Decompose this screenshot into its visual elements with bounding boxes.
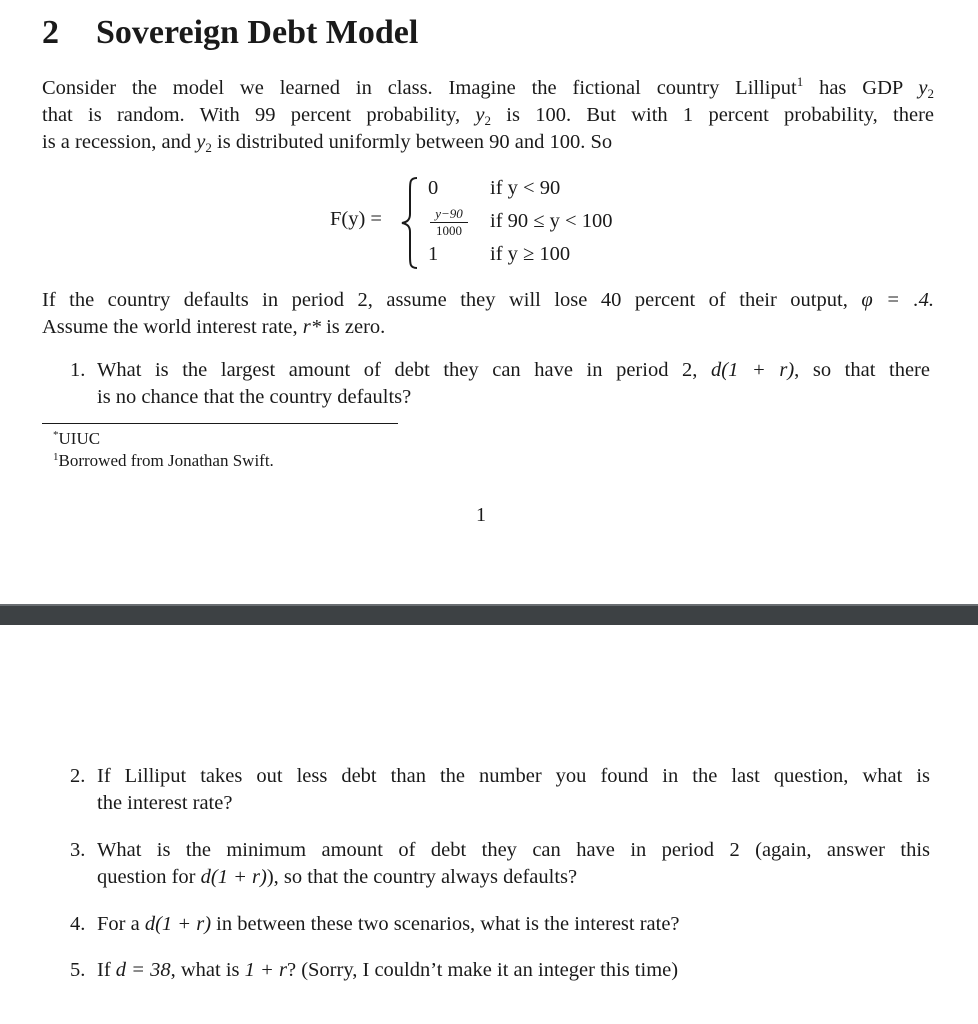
question-text: What is the largest amount of debt they can have in period 2, d(1 + r), so that there is no chance that the country defaults? bbox=[97, 359, 930, 408]
case1-value: 0 bbox=[428, 177, 439, 199]
question-number: 2. bbox=[70, 765, 86, 787]
page-separator bbox=[0, 604, 978, 625]
intro-line-1: Consider the model we learned in class. Imagine the fictional country Lilliput$^1$ has GDP $y_2$ bbox=[42, 74, 934, 101]
footnote-1: $^1$Borrowed from Jonathan Swift. bbox=[53, 451, 274, 470]
default-line-2: Assume the world interest rate, r* is zero. bbox=[42, 316, 386, 338]
page-number: 1 bbox=[476, 504, 486, 526]
section-title: Sovereign Debt Model bbox=[96, 14, 419, 51]
fraction-denominator: 1000 bbox=[436, 223, 462, 238]
case3-condition: if y ≥ 100 bbox=[490, 243, 571, 265]
left-brace-icon bbox=[400, 176, 422, 270]
intro-paragraph bbox=[42, 75, 934, 156]
footnote-marker: 1 bbox=[796, 74, 804, 89]
case3-value: 1 bbox=[428, 243, 439, 265]
question-number: 4. bbox=[70, 913, 86, 935]
case2-fraction bbox=[430, 207, 468, 238]
question-number: 1. bbox=[70, 359, 86, 381]
question-text: For a d(1 + r) in between these two scenarios, what is the interest rate? bbox=[97, 913, 680, 935]
question-text: What is the minimum amount of debt they can have in period 2 (again, answer this question for d(1 + r)), so that the country always defaults? bbox=[97, 839, 930, 888]
question-text: If Lilliput takes out less debt than the number you found in the last question, what is the interest rate? bbox=[97, 765, 930, 814]
footnote-rule bbox=[42, 423, 398, 424]
intro-line-3: is a recession, and $y_2$ is distributed uniformly between 90 and 100. So bbox=[42, 131, 613, 155]
question-number: 5. bbox=[70, 959, 86, 981]
case1-condition: if y < 90 bbox=[490, 177, 561, 199]
cdf-equation bbox=[330, 172, 660, 272]
section-number: 2 bbox=[42, 14, 59, 51]
default-line-1: If the country defaults in period 2, assume they will lose 40 percent of their output, φ = .4. bbox=[42, 289, 934, 311]
equation-lhs: F(y) = bbox=[330, 208, 382, 230]
default-paragraph bbox=[42, 287, 934, 341]
section-heading bbox=[42, 14, 418, 52]
footnote-affiliation: *UIUC bbox=[53, 429, 101, 448]
case2-condition: if 90 ≤ y < 100 bbox=[490, 210, 613, 232]
question-number: 3. bbox=[70, 839, 86, 861]
intro-line-2: that is random. With 99 percent probability, $y_2$ is 100. But with 1 percent probability, there bbox=[42, 104, 935, 128]
document-page-2 bbox=[0, 625, 978, 1024]
question-text: If d = 38, what is 1 + r? (Sorry, I couldn’t make it an integer this time) bbox=[97, 959, 679, 981]
fraction-numerator: y−90 bbox=[435, 206, 463, 221]
